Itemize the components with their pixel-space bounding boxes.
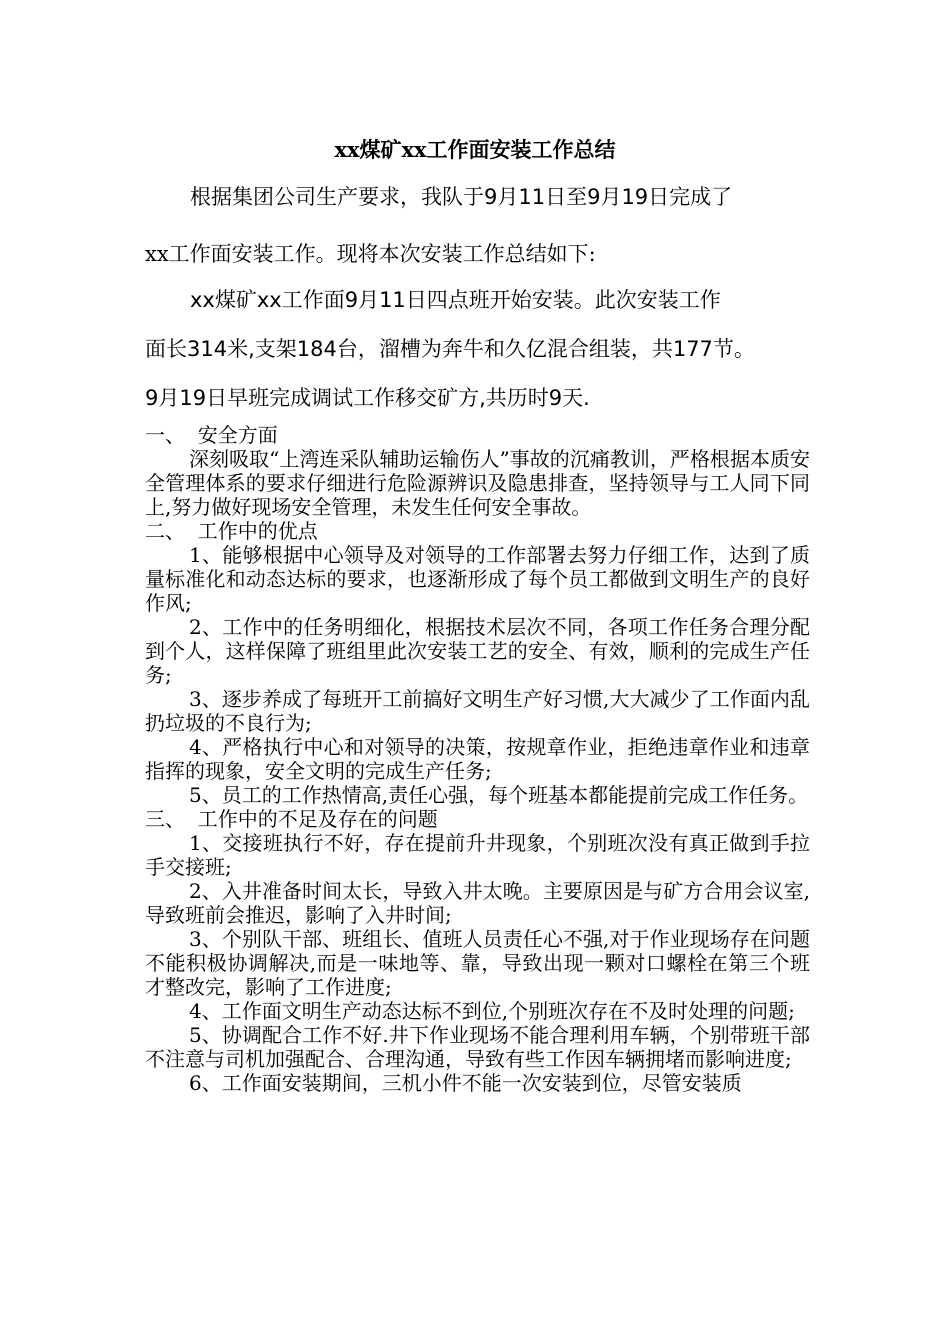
paragraph: 1、交接班执行不好，存在提前升井现象，个别班次没有真正做到手拉手交接班; [145,831,810,879]
paragraph: 4、工作面文明生产动态达标不到位,个别班次存在不及时处理的问题; [189,999,795,1023]
paragraph: 5、员工的工作热情高,责任心强，每个班基本都能提前完成工作任务。 [189,783,809,807]
paragraph: 2、工作中的任务明细化，根据技术层次不同，各项工作任务合理分配到个人，这样保障了班组里此次安装工艺的安全、有效，顺利的完成生产任务; [145,615,810,687]
paragraph: 5、协调配合工作不好.井下作业现场不能合理利用车辆，个别带班干部不注意与司机加强配合、合理沟通，导致有些工作因车辆拥堵而影响进度; [145,1023,810,1071]
intro-line-4: 面长314米,支架184台，溜槽为奔牛和久亿混合组装，共177节。 [145,337,755,361]
paragraph: 2、入井准备时间太长，导致入井太晚。主要原因是与矿方合用会议室,导致班前会推迟，影响了入井时间; [145,879,810,927]
document-title: xx煤矿xx工作面安装工作总结 [334,137,616,162]
intro-line-2: xx工作面安装工作。现将本次安装工作总结如下: [145,242,596,266]
paragraph: 深刻吸取“上湾连采队辅助运输伤人”事故的沉痛教训，严格根据本质安全管理体系的要求仔细进行危险源辨识及隐患排查，坚持领导与工人同下同上,努力做好现场安全管理，未发生任何安全事故。 [145,447,810,519]
paragraph: 1、能够根据中心领导及对领导的工作部署去努力仔细工作，达到了质量标准化和动态达标的要求，也逐渐形成了每个员工都做到文明生产的良好作风; [145,543,810,615]
paragraph: 4、严格执行中心和对领导的决策，按规章作业，拒绝违章作业和违章指挥的现象，安全文明的完成生产任务; [145,735,810,783]
intro-line-1: 根据集团公司生产要求，我队于9月11日至9月19日完成了 [190,185,733,209]
section-heading-strengths: 二、 工作中的优点 [145,519,318,543]
document-body [145,423,810,1095]
paragraph: 6、工作面安装期间，三机小件不能一次安装到位，尽管安装质 [189,1071,742,1095]
intro-line-3: xx煤矿xx工作面9月11日四点班开始安装。此次安装工作 [190,288,721,312]
paragraph: 3、逐步养成了每班开工前搞好文明生产好习惯,大大减少了工作面内乱扔垃圾的不良行为; [145,687,810,735]
paragraph: 3、个别队干部、班组长、值班人员责任心不强,对于作业现场存在问题不能积极协调解决,而是一味地等、靠，导致出现一颗对口螺栓在第三个班才整改完，影响了工作进度; [145,927,810,999]
intro-line-5: 9月19日早班完成调试工作移交矿方,共历时9天. [145,386,590,410]
section-heading-safety: 一、 安全方面 [145,423,278,447]
section-heading-problems: 三、 工作中的不足及存在的问题 [145,807,438,831]
